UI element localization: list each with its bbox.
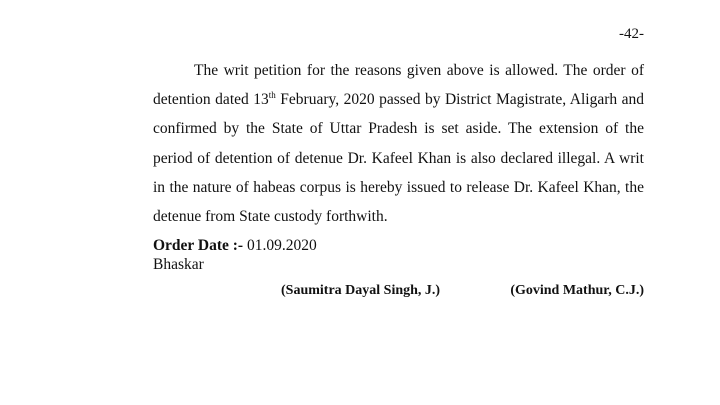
date-ordinal-suffix: th [268, 90, 276, 101]
judge-signature-right: (Govind Mathur, C.J.) [510, 283, 644, 298]
judgment-text-part1: The writ petition for the reasons given above is allowed. The order of detention dated 13 [153, 62, 644, 109]
judgment-paragraph [153, 56, 644, 231]
signature-block [153, 281, 644, 301]
order-date-value: 01.09.2020 [243, 237, 317, 254]
page-number: -42- [619, 26, 644, 42]
judge-signature-left: (Saumitra Dayal Singh, J.) [281, 283, 441, 298]
order-date-line [153, 236, 317, 256]
order-date-label: Order Date :- [153, 237, 244, 254]
clerk-name: Bhaskar [153, 256, 204, 273]
judgment-text-part2: February, 2020 passed by District Magistrate, Aligarh and confirmed by the State of Uttar Pradesh is set aside. The extension of the period of detention of detenue Dr. Kafeel Khan is also declared illegal. A writ in the nature of habeas corpus is hereby issued to release Dr. Kafeel Khan, the detenue from State custody forthwith. [153, 91, 644, 226]
